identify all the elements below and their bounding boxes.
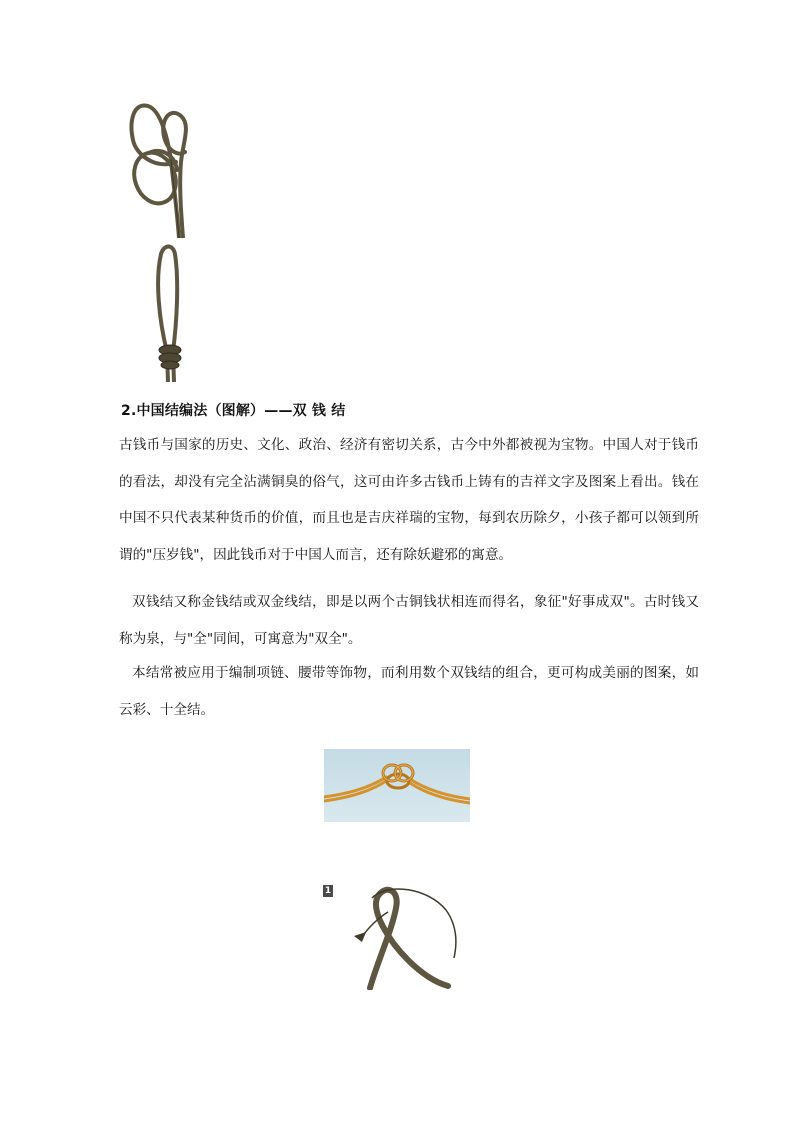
section-heading: 2.中国结编法（图解）——双 钱 结	[121, 403, 346, 419]
paragraph-double-coin-knot: 双钱结又称金钱结或双金线结，即是以两个古铜钱状相连而得名，象征"好事成双"。古时钱又称为泉，与"全"同间，可寓意为"双全"。	[119, 594, 699, 647]
step-one-loop-figure	[348, 880, 466, 990]
knot-loops-photo	[121, 100, 201, 238]
double-coin-knot-photo	[324, 749, 470, 822]
paragraph-applications: 本结常被应用于编制项链、腰带等饰物，而利用数个双钱结的组合，更可构成美丽的图案，如云彩、十全结。	[119, 665, 699, 718]
step-number-badge: 1	[324, 886, 332, 896]
paragraph-coin-history: 古钱币与国家的历史、文化、政治、经济有密切关系，古今中外都被视为宝物。中国人对于钱币的看法，却没有完全沾满铜臭的俗气，这可由许多古钱币上铸有的吉祥文字及图案上看出。钱在中国不只代表某种货币的价值，而且也是吉庆祥瑞的宝物，每到农历除夕，小孩子都可以领到所谓的"压岁钱"，因此钱币对于中国人而言，还有除妖避邪的寓意。	[119, 437, 699, 563]
knot-finished-photo	[121, 240, 201, 382]
